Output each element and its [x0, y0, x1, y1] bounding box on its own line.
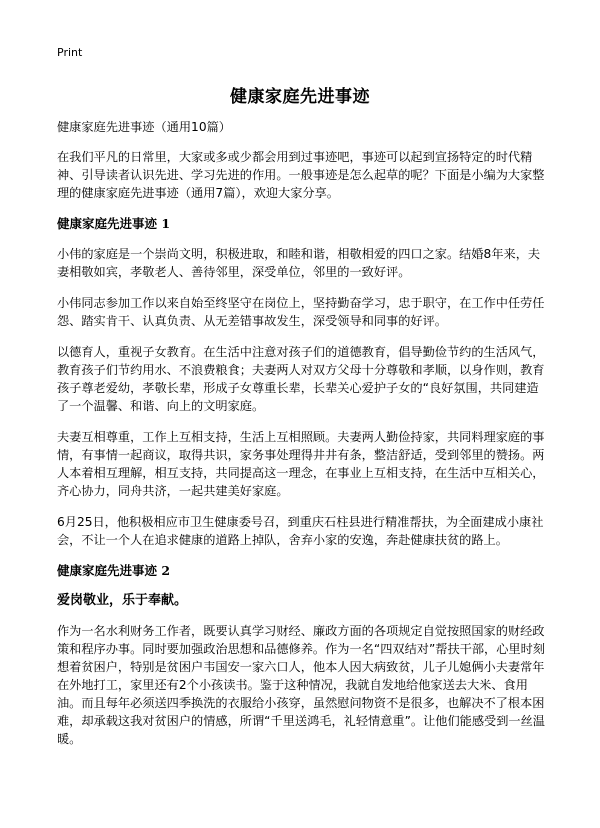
- section-heading-2: 健康家庭先进事迹 2: [57, 563, 171, 578]
- document-subtitle: 健康家庭先进事迹（通用10篇）: [57, 120, 231, 134]
- page-title: 健康家庭先进事迹: [230, 87, 370, 107]
- section-2-subheading: 爱岗敬业，乐于奉献。: [57, 593, 188, 608]
- section-1-paragraph-1: 小伟的家庭是一个崇尚文明，积极进取，和睦和谐，相敬相爱的四口之家。结婚8年来，夫妻相敬如宾，孝敬老人、善待邻里，深受单位，邻里的一致好评。: [57, 247, 541, 279]
- section-1-paragraph-3: 以德育人，重视子女教育。在生活中注意对孩子们的道德教育，倡导勤俭节约的生活风气，教育孩子们节约用水、不浪费粮食；夫妻两人对双方父母十分尊敬和孝顺，以身作则，教育孩子尊老爱幼，孝敬长辈，形成子女尊重长辈，长辈关心爱护子女的“良好氛围，共同建造了一个温馨、和谐、向上的文明家庭。: [57, 345, 545, 413]
- print-link[interactable]: Print: [57, 46, 83, 59]
- section-2-paragraph-1: 作为一名水利财务工作者，既要认真学习财经、廉政方面的各项规定自觉按照国家的财经政策和程序办事。同时要加强政治思想和品德修养。作为一名“四双结对”帮扶干部，心里时刻想着贫困户，特别是贫困户韦国安一家六口人，他本人因大病致贫，儿子儿媳俩小夫妻常年在外地打工，家里还有2个小孩读书。鉴于这种情况，我就自发地给他家送去大米、食用油。而且每年必须送四季换洗的衣服给小孩穿，虽然慰问物资不是很多，也解决不了根本困难，却承载这我对贫困户的情感，所谓“千里送鸿毛，礼轻情意重”。让他们能感受到一丝温暖。: [57, 624, 545, 746]
- section-1-paragraph-2: 小伟同志参加工作以来自始至终坚守在岗位上，坚持勤奋学习，忠于职守，在工作中任劳任怨、踏实肯干、认真负责、从无差错事故发生，深受领导和同事的好评。: [57, 296, 545, 328]
- document-body: [57, 118, 547, 761]
- section-heading-1: 健康家庭先进事迹 1: [57, 216, 171, 231]
- intro-paragraph: 在我们平凡的日常里，大家或多或少都会用到过事迹吧，事迹可以起到宣扬特定的时代精神、引导读者认识先进、学习先进的作用。一般事迹是怎么起草的呢？下面是小编为大家整理的健康家庭先进事迹（通用7篇），欢迎大家分享。: [57, 150, 545, 200]
- section-1-paragraph-5: 6月25日，他积极相应市卫生健康委号召，到重庆石柱县进行精准帮扶，为全面建成小康社会，不让一个人在追求健康的道路上掉队，舍弃小家的安逸，奔赴健康扶贫的路上。: [57, 515, 544, 547]
- section-1-paragraph-4: 夫妻互相尊重，工作上互相支持，生活上互相照顾。夫妻两人勤俭持家，共同料理家庭的事情，有事情一起商议，取得共识，家务事处理得井井有条，整洁舒适，受到邻里的赞扬。两人本着相互理解，相互支持，共同提高这一理念，在事业上互相支持，在生活中互相关心，齐心协力，同舟共济，一起共建美好家庭。: [57, 430, 545, 498]
